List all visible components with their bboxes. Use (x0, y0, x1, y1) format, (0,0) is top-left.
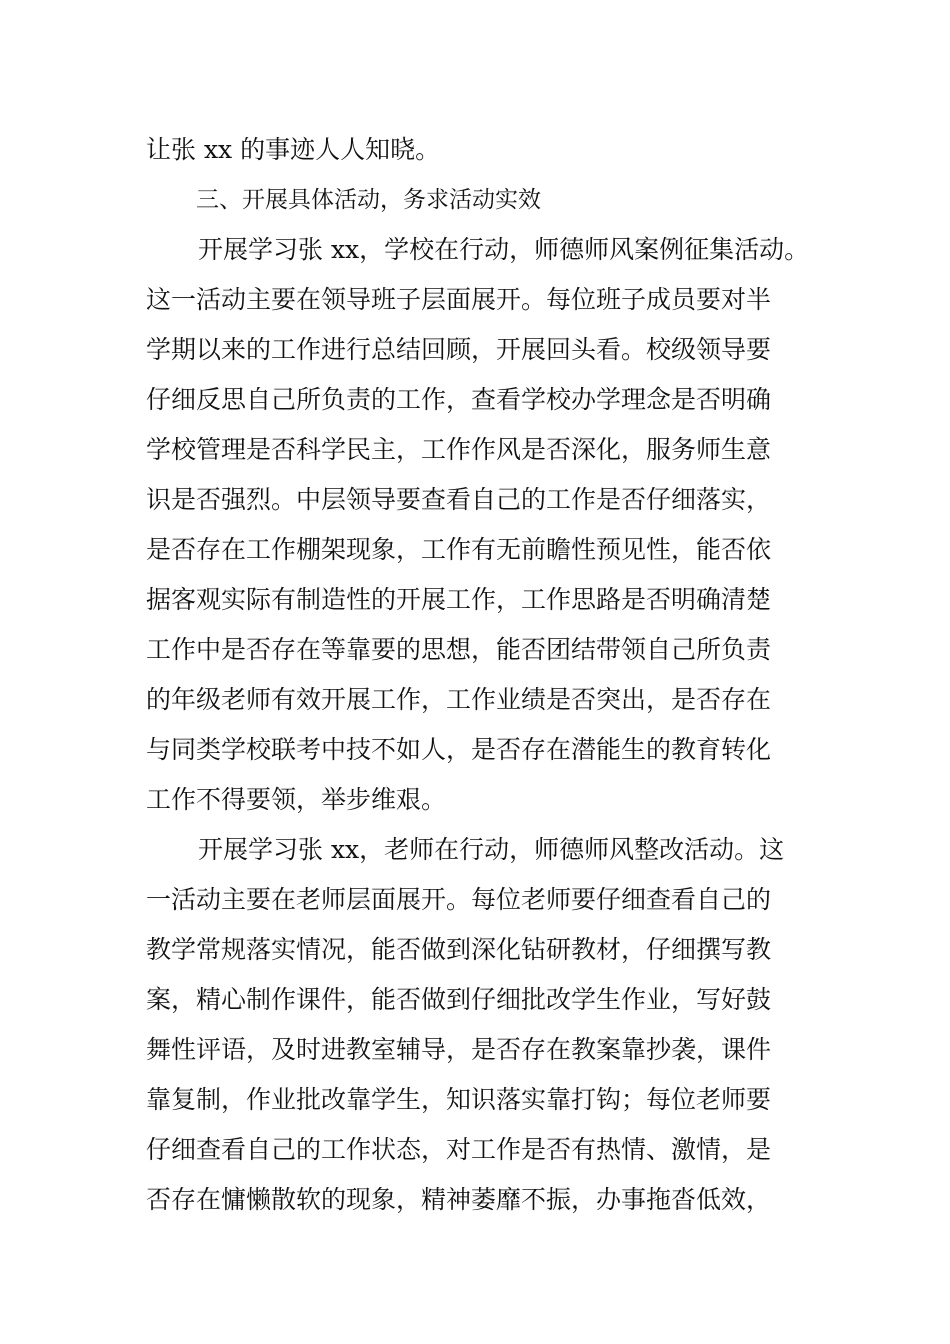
text-line-10: 据客观实际有制造性的开展工作，工作思路是否明确清楚 (146, 585, 772, 614)
text-line-4: 这一活动主要在领导班子层面展开。每位班子成员要对半 (146, 285, 772, 314)
text-line-9: 是否存在工作棚架现象，工作有无前瞻性预见性，能否依 (146, 535, 772, 564)
text-line-20: 靠复制，作业批改靠学生，知识落实靠打钩；每位老师要 (146, 1085, 772, 1114)
section-heading: 三、开展具体活动，务求活动实效 (196, 187, 541, 213)
text-line-14: 工作不得要领，举步维艰。 (146, 785, 447, 814)
text-line-17: 教学常规落实情况，能否做到深化钻研教材，仔细撰写教 (146, 935, 772, 964)
text-line-16: 一活动主要在老师层面展开。每位老师要仔细查看自己的 (146, 885, 772, 914)
text-line-15: 开展学习张 xx，老师在行动，师德师风整改活动。这 (198, 835, 785, 864)
text-line-3: 开展学习张 xx，学校在行动，师德师风案例征集活动。 (198, 235, 810, 264)
text-line-8: 识是否强烈。中层领导要查看自己的工作是否仔细落实， (146, 485, 772, 514)
text-line-13: 与同类学校联考中技不如人，是否存在潜能生的教育转化 (146, 735, 772, 764)
text-line-6: 仔细反思自己所负责的工作，查看学校办学理念是否明确 (146, 385, 772, 414)
text-line-19: 舞性评语，及时进教室辅导，是否存在教案靠抄袭，课件 (146, 1035, 772, 1064)
text-line-11: 工作中是否存在等靠要的思想，能否团结带领自己所负责 (146, 635, 772, 664)
text-line-1: 让张 xx 的事迹人人知晓。 (146, 135, 441, 164)
text-line-12: 的年级老师有效开展工作，工作业绩是否突出，是否存在 (146, 685, 772, 714)
text-line-21: 仔细查看自己的工作状态，对工作是否有热情、激情，是 (146, 1135, 772, 1164)
text-line-22: 否存在慵懒散软的现象，精神萎靡不振，办事拖沓低效， (146, 1185, 772, 1214)
text-line-7: 学校管理是否科学民主，工作作风是否深化，服务师生意 (146, 435, 772, 464)
text-line-5: 学期以来的工作进行总结回顾，开展回头看。校级领导要 (146, 335, 772, 364)
text-line-18: 案，精心制作课件，能否做到仔细批改学生作业，写好鼓 (146, 985, 772, 1014)
